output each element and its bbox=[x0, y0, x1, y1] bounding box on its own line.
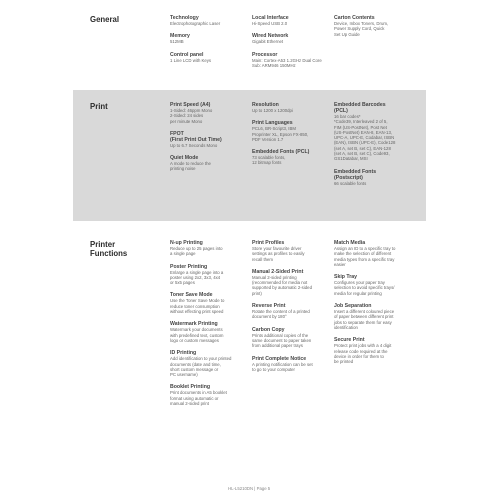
spec-text: of paper between different print bbox=[334, 314, 394, 320]
spec-heading: Embedded Fonts (PCL) bbox=[252, 149, 310, 156]
spec-text: Set Up Guide bbox=[334, 31, 360, 37]
spec-text: Protect print jobs with a 4 digit bbox=[334, 343, 392, 349]
spec-heading: Manual 2-Sided Print bbox=[252, 268, 304, 275]
spec-text: PC username) bbox=[170, 372, 198, 378]
spec-text: (US-PostNet) EAN-8, EAN-13, bbox=[334, 129, 393, 135]
spec-booklet-printing bbox=[170, 384, 248, 406]
section-title-general: General bbox=[90, 15, 120, 24]
spec-text: 73 scalable fonts, bbox=[252, 155, 286, 161]
spec-text: a single page bbox=[170, 251, 196, 257]
spec-print-speed-a4 bbox=[170, 102, 248, 124]
spec-local-interface bbox=[252, 15, 332, 26]
spec-heading: Embedded Barcodes bbox=[334, 102, 386, 108]
spec-processor bbox=[252, 52, 332, 69]
spec-text: Configures your paper tray bbox=[334, 280, 385, 286]
spec-n-up-printing bbox=[170, 240, 248, 257]
spec-heading: Processor bbox=[252, 51, 278, 58]
spec-text: Assign an ID to a specific tray to bbox=[334, 246, 396, 251]
spec-text: poster using 2x2, 3x3, 4x4 bbox=[170, 274, 221, 280]
spec-text: media types from a specific tray bbox=[334, 256, 395, 262]
print-col-3 bbox=[334, 102, 422, 193]
spec-heading: (Postscript) bbox=[334, 174, 363, 181]
spec-heading: Toner Save Mode bbox=[170, 292, 213, 299]
spec-text: Power Supply Cord, Quick bbox=[334, 26, 385, 32]
spec-text: A printing notification can be set bbox=[252, 361, 313, 367]
spec-text: (EAN), ISBN (UPC-E), Code128 bbox=[334, 140, 396, 146]
spec-heading: Reverse Print bbox=[252, 303, 286, 310]
spec-text: Store your favourite driver bbox=[252, 246, 302, 251]
spec-text: GS1Databar, MSI bbox=[334, 156, 368, 162]
section-print bbox=[73, 90, 426, 221]
spec-text: Main: Cortex-A53 1.2GHz Dual Core bbox=[252, 57, 322, 63]
spec-reverse-print bbox=[252, 303, 332, 320]
functions-col-2 bbox=[252, 240, 332, 379]
spec-heading: Print Profiles bbox=[252, 240, 285, 246]
spec-heading: Poster Printing bbox=[170, 263, 208, 270]
spec-print-languages bbox=[252, 120, 332, 142]
spec-manual-2-sided-print bbox=[252, 269, 332, 296]
spec-text: jobs to separate them for easy bbox=[334, 319, 392, 325]
spec-id-printing bbox=[170, 350, 248, 377]
spec-carton-contents bbox=[334, 15, 422, 37]
spec-embedded-barcodes-pcl bbox=[334, 102, 422, 162]
spec-heading: Wired Network bbox=[252, 33, 289, 40]
section-title-printer-functions bbox=[90, 240, 127, 258]
spec-heading: Print Languages bbox=[252, 120, 293, 127]
spec-text: (recommended for media not bbox=[252, 280, 308, 286]
spec-technology bbox=[170, 15, 248, 26]
spec-text: Gigabit Ethernet bbox=[252, 39, 284, 45]
spec-text: PCL6, BR-Script3, IBM bbox=[252, 126, 296, 132]
spec-heading: Secure Print bbox=[334, 337, 365, 344]
spec-embedded-fonts-pcl bbox=[252, 149, 332, 166]
spec-memory bbox=[170, 33, 248, 44]
spec-heading: Booklet Printing bbox=[170, 384, 211, 391]
spec-text: 66 scalable fonts bbox=[334, 180, 367, 186]
spec-text: identification bbox=[334, 324, 358, 330]
print-col-2 bbox=[252, 102, 332, 173]
spec-heading: Quiet Mode bbox=[170, 155, 199, 162]
spec-text: FIM (US-PostNet), Post Net bbox=[334, 124, 388, 130]
spec-text: Reduce up to 25 pages into bbox=[170, 246, 223, 251]
spec-text: Proprinter XL, Epson FX-850, bbox=[252, 131, 309, 137]
spec-text: Prints additional copies of the bbox=[252, 332, 309, 338]
spec-text: same document to paper taken bbox=[252, 337, 312, 343]
spec-heading: Watermark Printing bbox=[170, 321, 218, 328]
spec-text: per minute Mono bbox=[170, 118, 203, 124]
spec-text: 1-Sided: 46ppm Mono bbox=[170, 108, 213, 113]
spec-embedded-fonts-postscript bbox=[334, 169, 422, 186]
spec-heading: ID Printing bbox=[170, 350, 197, 357]
spec-text: reduce toner consumption bbox=[170, 303, 220, 309]
spec-job-separation bbox=[334, 303, 422, 330]
spec-text: 512MB bbox=[170, 39, 184, 45]
spec-text: Sub: ARM946 150MHz bbox=[252, 62, 296, 68]
spec-heading: Resolution bbox=[252, 102, 279, 108]
spec-text: make the selection of different bbox=[334, 251, 392, 257]
spec-text: PDF Version 1.7 bbox=[252, 136, 284, 142]
spec-text: 1 Line LCD with Keys bbox=[170, 57, 212, 63]
spec-watermark-printing bbox=[170, 321, 248, 343]
spec-heading: Skip Tray bbox=[334, 274, 358, 281]
spec-print-profiles bbox=[252, 240, 332, 262]
spec-toner-save-mode bbox=[170, 292, 248, 314]
spec-text: *Code39, Interleaved 2 of 5, bbox=[334, 119, 388, 125]
spec-text: 12 bitmap fonts bbox=[252, 160, 282, 166]
spec-heading: Embedded Fonts bbox=[334, 168, 377, 175]
spec-text: Insert a different coloured piece bbox=[334, 309, 395, 315]
print-col-1 bbox=[170, 102, 248, 179]
spec-heading: Local Interface bbox=[252, 15, 289, 21]
spec-text: 16 bar codes* bbox=[334, 114, 361, 119]
section-title-print: Print bbox=[90, 102, 108, 111]
spec-text: release code required at the bbox=[334, 348, 388, 354]
spec-fpot-first-print-out-time bbox=[170, 131, 248, 148]
spec-text: A mode to reduce the bbox=[170, 161, 211, 167]
spec-heading: N-up Printing bbox=[170, 240, 203, 246]
spec-heading: (PCL) bbox=[334, 108, 348, 114]
spec-text: 2-Sided: 24 sides bbox=[170, 113, 204, 119]
spec-text: document by 180° bbox=[252, 314, 287, 320]
spec-skip-tray bbox=[334, 274, 422, 296]
spec-wired-network bbox=[252, 33, 332, 44]
spec-heading: FPOT bbox=[170, 130, 184, 137]
section-printer-functions bbox=[73, 232, 426, 480]
spec-secure-print bbox=[334, 337, 422, 364]
spec-poster-printing bbox=[170, 264, 248, 286]
spec-text: manual 2-sided print bbox=[170, 401, 209, 407]
spec-text: Manual 2-sided printing bbox=[252, 274, 297, 280]
spec-text: from additional paper trays bbox=[252, 343, 303, 349]
spec-heading: Print Complete Notice bbox=[252, 355, 307, 362]
spec-control-panel bbox=[170, 52, 248, 63]
spec-text: Use the Toner Save Mode to bbox=[170, 298, 225, 304]
functions-col-3 bbox=[334, 240, 422, 371]
spec-text: Electrophotographic Laser bbox=[170, 21, 221, 26]
spec-text: to go to your computer bbox=[252, 366, 295, 372]
spec-heading: Memory bbox=[170, 33, 190, 40]
spec-text: format using automatic or bbox=[170, 395, 219, 401]
spec-text: Print documents in A5 booklet bbox=[170, 390, 227, 396]
spec-carbon-copy bbox=[252, 327, 332, 349]
general-col-1 bbox=[170, 15, 248, 70]
spec-text: device in order for them to bbox=[334, 353, 384, 359]
spec-text: or 5x5 pages bbox=[170, 280, 195, 286]
spec-text: Watermark your documents bbox=[170, 327, 223, 333]
page-footer: HL-L5210DN | Page 5 bbox=[228, 486, 271, 491]
spec-text: short custom message or bbox=[170, 366, 219, 372]
spec-text: with predefined text, custom bbox=[170, 332, 224, 338]
spec-resolution bbox=[252, 102, 332, 113]
spec-heading: Print Speed (A4) bbox=[170, 102, 211, 108]
general-col-2 bbox=[252, 15, 332, 75]
spec-text: Enlarge a single page into a bbox=[170, 269, 224, 275]
section-general bbox=[73, 8, 426, 88]
spec-text: recall them bbox=[252, 256, 274, 262]
spec-text: logo or custom messages bbox=[170, 337, 219, 343]
spec-text: selection to avoid specific trays/ bbox=[334, 285, 395, 291]
spec-text: UPC-A, UPC-E, Codabar, ISBN bbox=[334, 135, 395, 141]
spec-text: print) bbox=[252, 290, 262, 296]
spec-text: without effecting print speed bbox=[170, 309, 224, 315]
spec-text: supported by automatic 2-sided bbox=[252, 285, 312, 291]
functions-col-1 bbox=[170, 240, 248, 413]
spec-text: documents (date and time, bbox=[170, 361, 221, 367]
spec-text: be printed bbox=[334, 359, 354, 365]
spec-heading: Technology bbox=[170, 15, 199, 21]
spec-print-complete-notice bbox=[252, 356, 332, 373]
spec-heading: Carton Contents bbox=[334, 15, 375, 21]
general-col-3 bbox=[334, 15, 422, 44]
spec-text: easier bbox=[334, 261, 346, 267]
spec-text: Add identification to your printed bbox=[170, 356, 232, 362]
spec-text: Device, Inbox Toners, Drum, bbox=[334, 21, 389, 26]
title-line-2: Functions bbox=[90, 249, 128, 258]
spec-text: Rotate the content of a printed bbox=[252, 309, 310, 315]
spec-heading: Job Separation bbox=[334, 303, 372, 310]
spec-text: Hi-Speed USB 2.0 bbox=[252, 21, 288, 26]
title-line-1: Printer bbox=[90, 240, 116, 249]
spec-text: Up to 6.7 Seconds Mono bbox=[170, 142, 218, 148]
spec-heading: Control panel bbox=[170, 51, 204, 58]
spec-match-media bbox=[334, 240, 422, 267]
spec-heading: Match Media bbox=[334, 240, 366, 246]
spec-text: (set A, set B, set C), EAN-128 bbox=[334, 145, 391, 151]
spec-text: media for regular printing bbox=[334, 290, 382, 296]
spec-text: (set A, set B, set C), Code93, bbox=[334, 151, 390, 157]
spec-quiet-mode bbox=[170, 155, 248, 172]
spec-text: settings as profiles to easily bbox=[252, 251, 305, 257]
spec-text: Up to 1200 x 1200dpi bbox=[252, 108, 293, 113]
spec-text: printing noise bbox=[170, 166, 196, 172]
spec-heading: Carbon Copy bbox=[252, 326, 285, 333]
spec-heading: (First Print Out Time) bbox=[170, 136, 222, 143]
